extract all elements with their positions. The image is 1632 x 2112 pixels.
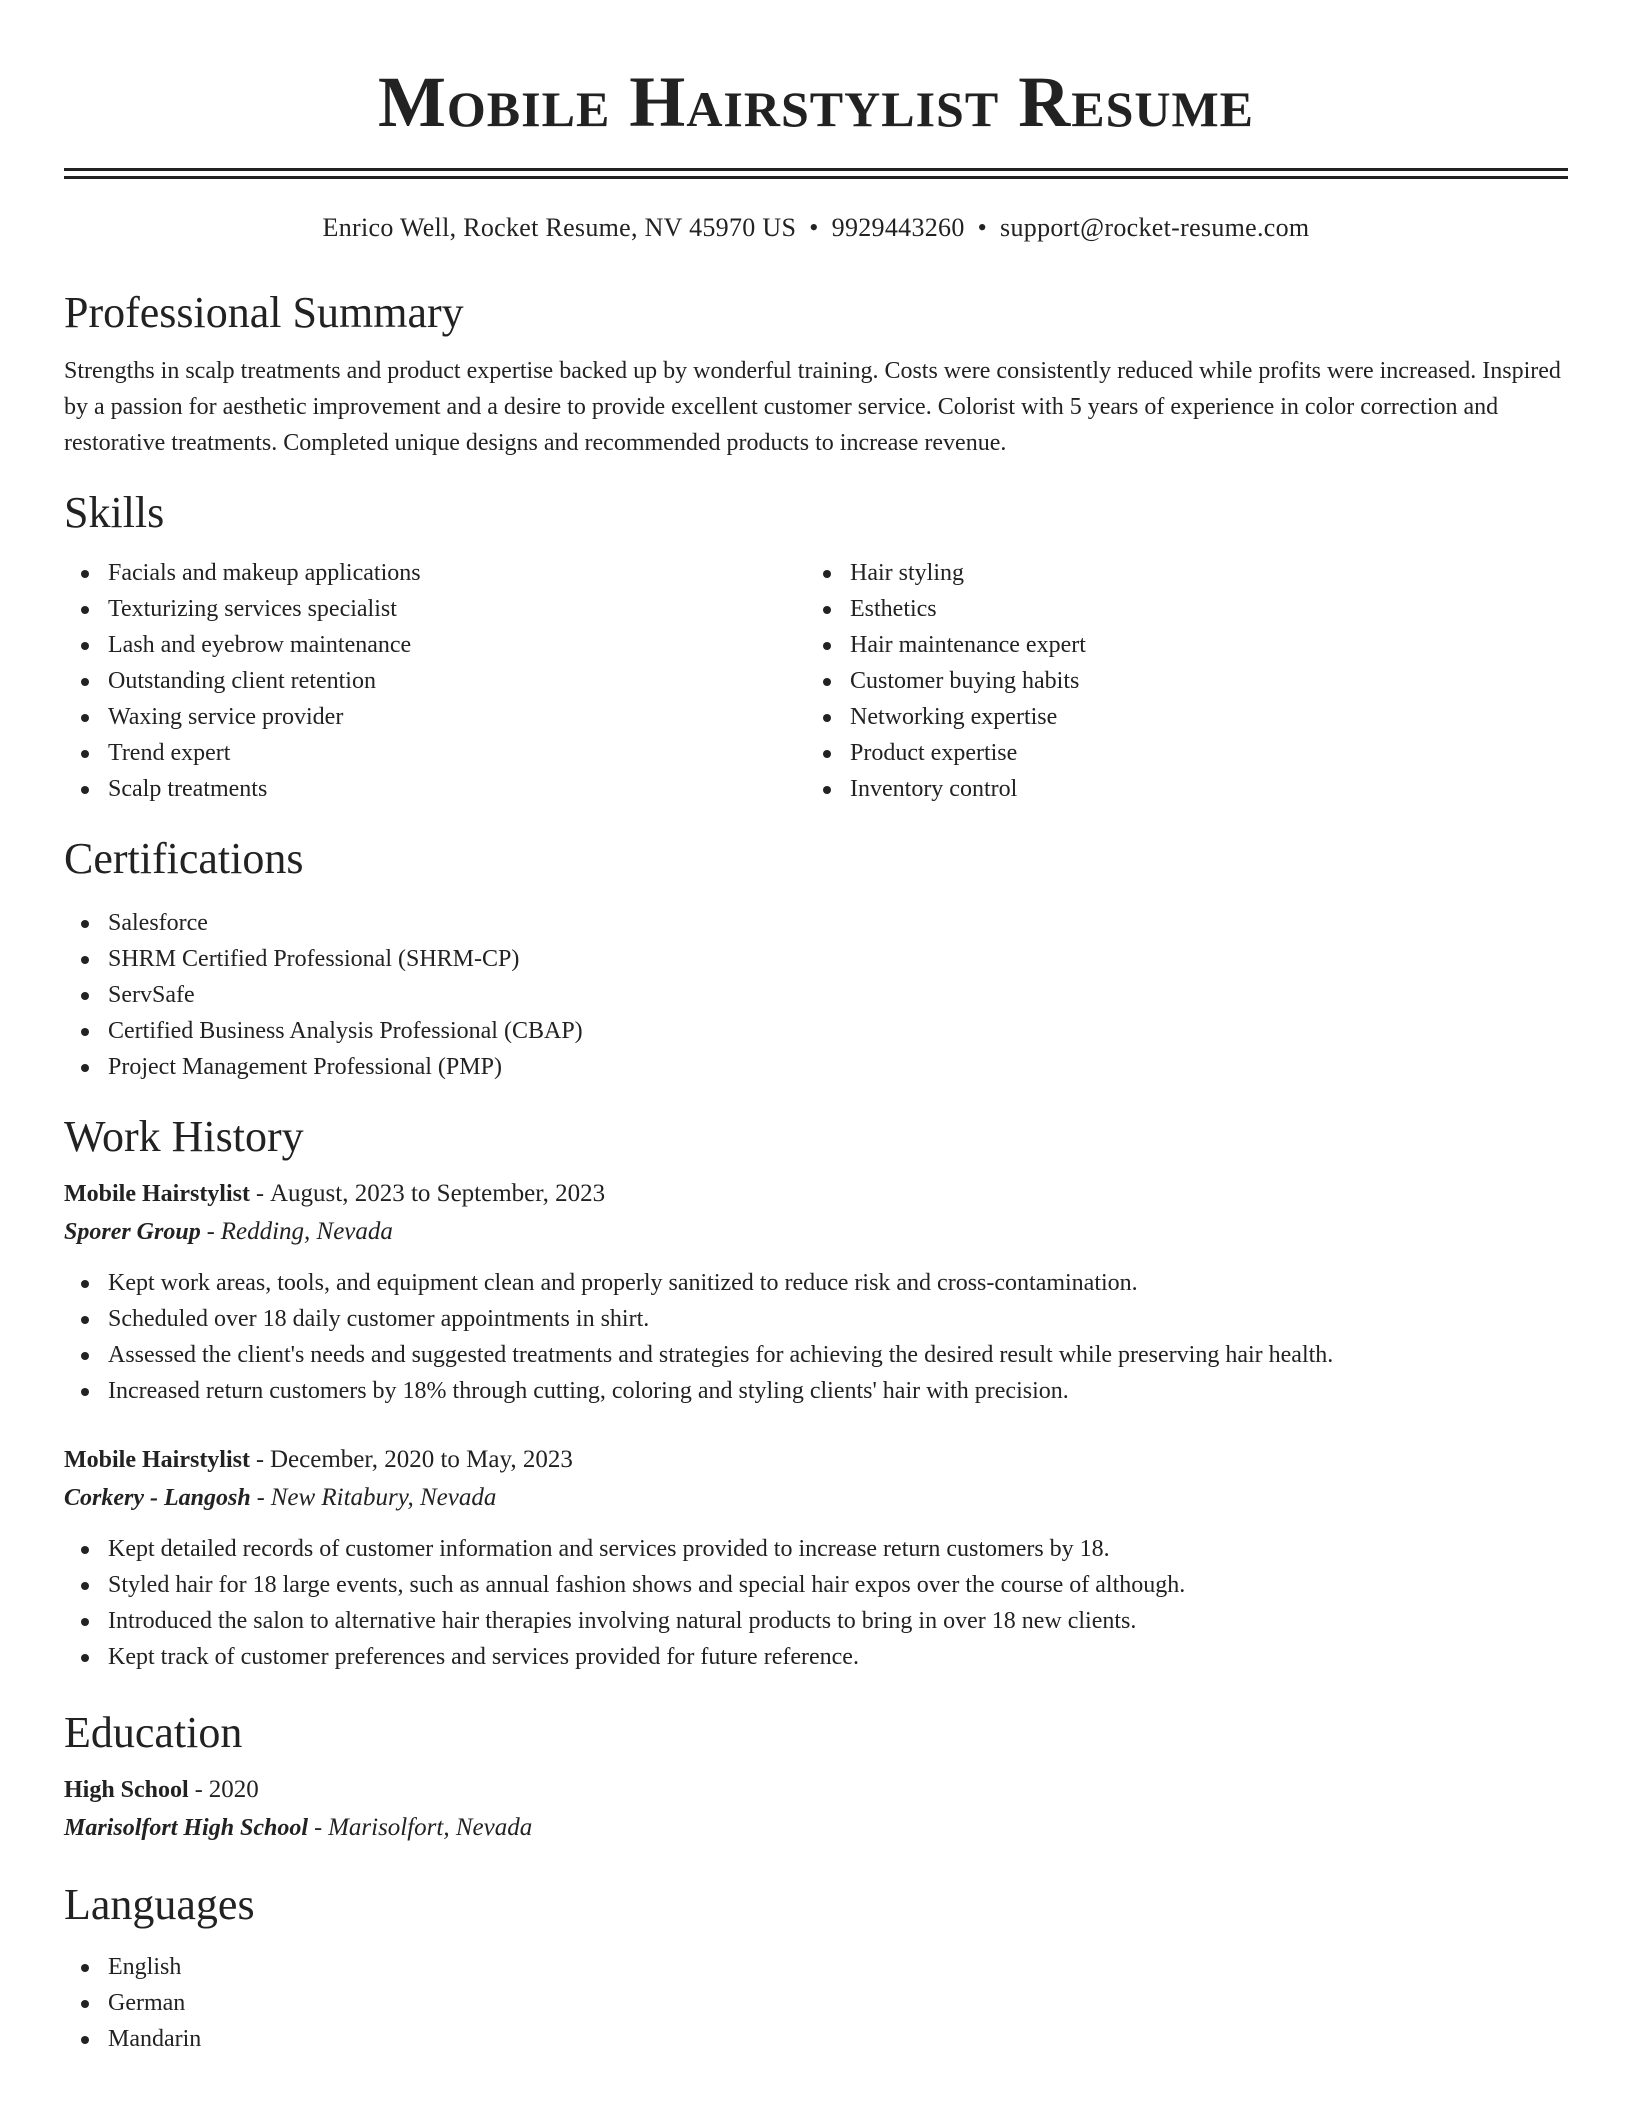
contact-address: Enrico Well, Rocket Resume, NV 45970 US bbox=[322, 213, 797, 242]
work-history-heading: Work History bbox=[64, 1112, 304, 1161]
education-school: Marisolfort High School bbox=[64, 1815, 309, 1841]
summary-text: Strengths in scalp treatments and product expertise backed up by wonderful training. Costs were consistently reduced while profits were increased. Inspired by a passion for aesthetic improvement and a desire to provide excellent customer service. Colorist with 5 years of experience in color correction and restorative treatments. Completed unique designs and recommended products to increase revenue. bbox=[64, 358, 1561, 456]
summary-heading: Professional Summary bbox=[64, 288, 464, 337]
education-header: High School - 2020 bbox=[64, 1776, 259, 1803]
certification-item: Salesforce bbox=[64, 905, 1568, 941]
job-dates: December, 2020 to May, 2023 bbox=[269, 1446, 573, 1473]
job-bullet: Assessed the client's needs and suggested treatments and strategies for achieving the desired result while preserving hair health. bbox=[64, 1337, 1568, 1373]
certification-item: Certified Business Analysis Professional (CBAP) bbox=[64, 1013, 1568, 1049]
job-entry bbox=[64, 1175, 1568, 1409]
title-double-rule bbox=[64, 168, 1568, 179]
skill-item: Outstanding client retention bbox=[64, 663, 806, 699]
contact-email: support@rocket-resume.com bbox=[1000, 213, 1310, 242]
contact-separator: • bbox=[809, 213, 819, 242]
job-bullets bbox=[64, 1265, 1568, 1409]
certifications-heading: Certifications bbox=[64, 834, 304, 883]
contact-separator: • bbox=[977, 213, 988, 242]
skills-heading: Skills bbox=[64, 488, 165, 537]
skills-list-right bbox=[806, 555, 1548, 807]
skill-item: Trend expert bbox=[64, 735, 806, 771]
education-location: Marisolfort, Nevada bbox=[328, 1814, 533, 1841]
education-heading: Education bbox=[64, 1708, 243, 1757]
job-header: Mobile Hairstylist - December, 2020 to May, 2023 bbox=[64, 1446, 573, 1473]
job-role: Mobile Hairstylist bbox=[64, 1181, 250, 1207]
certifications-section bbox=[64, 831, 1568, 1085]
languages-heading: Languages bbox=[64, 1880, 255, 1929]
job-bullet: Kept track of customer preferences and services provided for future reference. bbox=[64, 1639, 1568, 1675]
job-bullet: Scheduled over 18 daily customer appointments in shirt. bbox=[64, 1301, 1568, 1337]
certifications-list bbox=[64, 905, 1568, 1085]
certification-item: SHRM Certified Professional (SHRM-CP) bbox=[64, 941, 1568, 977]
job-header: Mobile Hairstylist - August, 2023 to September, 2023 bbox=[64, 1180, 606, 1207]
education-section bbox=[64, 1705, 1568, 1847]
languages-section bbox=[64, 1877, 1568, 2057]
language-item: English bbox=[64, 1949, 1568, 1985]
job-company: Corkery - Langosh bbox=[64, 1485, 251, 1511]
certification-item: Project Management Professional (PMP) bbox=[64, 1049, 1568, 1085]
job-company: Sporer Group bbox=[64, 1219, 201, 1245]
job-dates: August, 2023 to September, 2023 bbox=[269, 1180, 606, 1207]
skill-item: Product expertise bbox=[806, 735, 1548, 771]
language-item: German bbox=[64, 1985, 1568, 2021]
education-degree: High School bbox=[64, 1777, 189, 1803]
skill-item: Lash and eyebrow maintenance bbox=[64, 627, 806, 663]
education-school-line: Marisolfort High School - Marisolfort, Nevada bbox=[64, 1814, 533, 1841]
certification-item: ServSafe bbox=[64, 977, 1568, 1013]
languages-list bbox=[64, 1949, 1568, 2057]
contact-line bbox=[64, 211, 1568, 245]
skills-section bbox=[64, 485, 1568, 807]
job-location: Redding, Nevada bbox=[220, 1218, 393, 1245]
job-company-line: Sporer Group - Redding, Nevada bbox=[64, 1218, 393, 1245]
job-bullet: Kept work areas, tools, and equipment clean and properly sanitized to reduce risk and cross-contamination. bbox=[64, 1265, 1568, 1301]
resume-title: Mobile Hairstylist Resume bbox=[377, 62, 1255, 142]
skill-item: Hair maintenance expert bbox=[806, 627, 1548, 663]
job-role: Mobile Hairstylist bbox=[64, 1447, 250, 1473]
skill-item: Facials and makeup applications bbox=[64, 555, 806, 591]
contact-phone: 9929443260 bbox=[831, 213, 965, 242]
education-year: 2020 bbox=[208, 1776, 259, 1803]
skill-item: Inventory control bbox=[806, 771, 1548, 807]
skill-item: Esthetics bbox=[806, 591, 1548, 627]
job-entry bbox=[64, 1441, 1568, 1675]
skill-item: Networking expertise bbox=[806, 699, 1548, 735]
job-company-line: Corkery - Langosh - New Ritabury, Nevada bbox=[64, 1484, 497, 1511]
skill-item: Scalp treatments bbox=[64, 771, 806, 807]
language-item: Mandarin bbox=[64, 2021, 1568, 2057]
job-bullet: Introduced the salon to alternative hair therapies involving natural products to bring in over 18 new clients. bbox=[64, 1603, 1568, 1639]
job-bullet: Kept detailed records of customer information and services provided to increase return customers by 18. bbox=[64, 1531, 1568, 1567]
job-bullet: Increased return customers by 18% through cutting, coloring and styling clients' hair with precision. bbox=[64, 1373, 1568, 1409]
job-bullet: Styled hair for 18 large events, such as annual fashion shows and special hair expos over the course of although. bbox=[64, 1567, 1568, 1603]
skills-list-left bbox=[64, 555, 806, 807]
skill-item: Waxing service provider bbox=[64, 699, 806, 735]
skill-item: Texturizing services specialist bbox=[64, 591, 806, 627]
skill-item: Customer buying habits bbox=[806, 663, 1548, 699]
job-bullets bbox=[64, 1531, 1568, 1675]
skills-grid bbox=[64, 555, 1568, 807]
summary-section bbox=[64, 285, 1568, 461]
work-history-section bbox=[64, 1109, 1568, 1675]
job-location: New Ritabury, Nevada bbox=[270, 1484, 497, 1511]
skill-item: Hair styling bbox=[806, 555, 1548, 591]
